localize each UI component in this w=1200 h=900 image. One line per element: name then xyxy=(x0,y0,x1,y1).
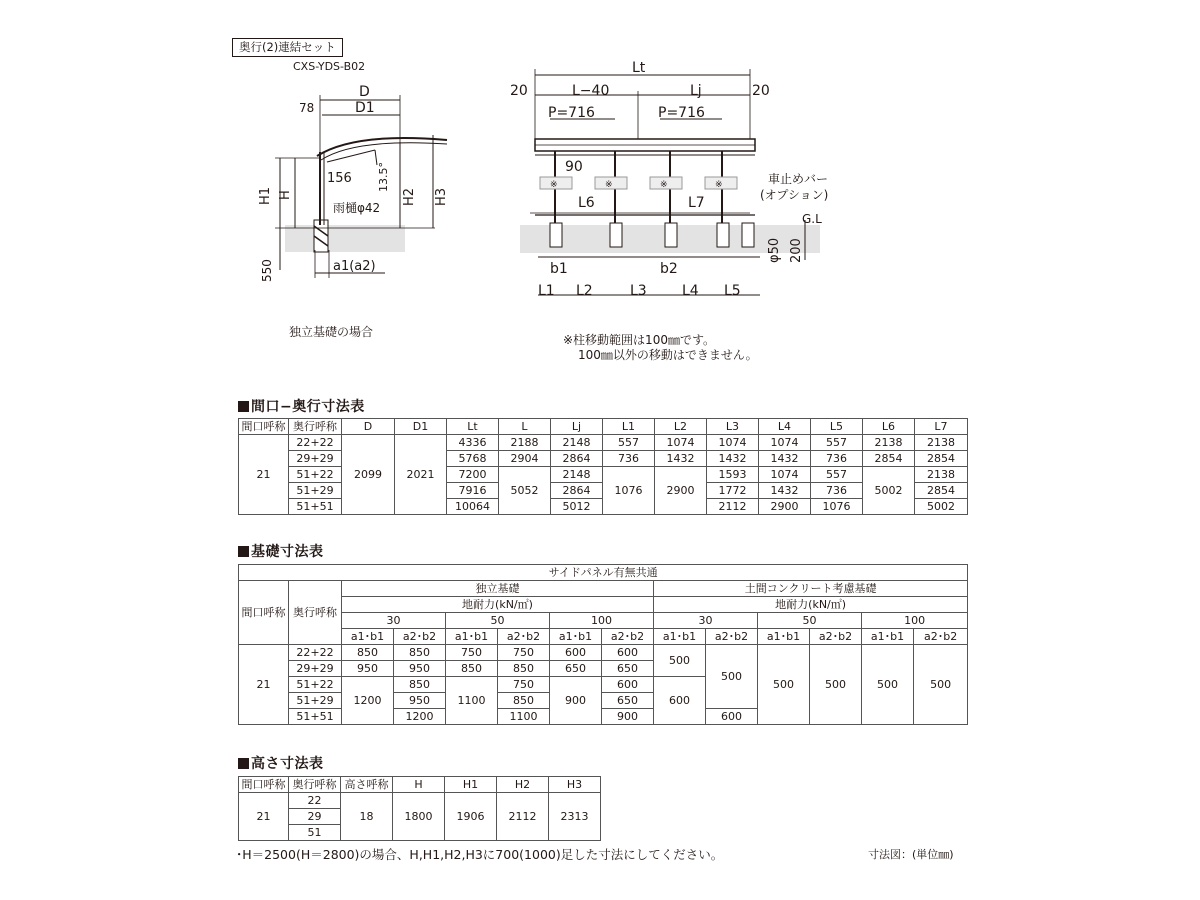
table-cell: 2864 xyxy=(551,483,603,499)
table-cell: 29+29 xyxy=(289,451,342,467)
table-cell: 奥行呼称 xyxy=(289,581,342,645)
dim-Lj: Lj xyxy=(690,83,702,99)
table-cell: 2099 xyxy=(342,435,395,515)
table-row xyxy=(239,565,968,581)
table-cell: 51+22 xyxy=(289,467,342,483)
dim-P1: P=716 xyxy=(548,105,595,121)
table-cell: 557 xyxy=(811,467,863,483)
table-cell: 850 xyxy=(394,677,446,693)
table-cell: 850 xyxy=(394,645,446,661)
table-cell: 950 xyxy=(342,661,394,677)
table-cell: 2112 xyxy=(497,793,549,841)
table-cell: 1593 xyxy=(707,467,759,483)
table-cell: 500 xyxy=(706,645,758,709)
note-1: ※柱移動範囲は100㎜です。 xyxy=(563,333,715,347)
table-cell: 18 xyxy=(341,793,393,841)
table-cell: 29 xyxy=(289,809,341,825)
dim-156: 156 xyxy=(327,171,352,186)
table-cell: 1432 xyxy=(759,483,811,499)
table-cell: 5002 xyxy=(863,467,915,515)
table-cell: 2313 xyxy=(549,793,601,841)
arrow-mark-4: ※ xyxy=(715,180,723,190)
table-row xyxy=(239,613,968,629)
dim-b1: b1 xyxy=(550,261,568,277)
table2-title: 基礎寸法表 xyxy=(238,541,324,561)
table-cell: a1･b1 xyxy=(446,629,498,645)
table3-title: 高さ寸法表 xyxy=(238,753,324,773)
table-cell: 21 xyxy=(239,645,289,725)
table-cell: 51+22 xyxy=(289,677,342,693)
table-cell: 50 xyxy=(758,613,862,629)
table-cell: 2021 xyxy=(395,435,447,515)
table-cell: 850 xyxy=(342,645,394,661)
table-cell: 500 xyxy=(654,645,706,677)
table-cell: 10064 xyxy=(447,499,499,515)
table-row xyxy=(239,435,968,451)
table-cell: 500 xyxy=(758,645,810,725)
model-number: CXS-YDS-B02 xyxy=(293,60,366,73)
table-cell: H xyxy=(393,777,445,793)
table-row xyxy=(239,581,968,597)
table-cell: 5012 xyxy=(551,499,603,515)
table-cell: 22+22 xyxy=(289,645,342,661)
table-cell: 1200 xyxy=(394,709,446,725)
table-row xyxy=(239,419,968,435)
table-cell: L2 xyxy=(655,419,707,435)
table-cell: D1 xyxy=(395,419,447,435)
table-cell: 2138 xyxy=(863,435,915,451)
table-cell: a2･b2 xyxy=(810,629,862,645)
arrow-mark-3: ※ xyxy=(660,180,668,190)
table-cell: a1･b1 xyxy=(550,629,602,645)
dim-L3: L3 xyxy=(630,283,647,299)
table-cell: 7200 xyxy=(447,467,499,483)
table-cell: 5002 xyxy=(915,499,968,515)
footer-note: ･H＝2500(H＝2800)の場合、H,H1,H2,H3に700(1000)足した寸法にしてください。 xyxy=(236,847,724,862)
table-cell: 600 xyxy=(550,645,602,661)
table-cell: 21 xyxy=(239,435,289,515)
table-cell: a1･b1 xyxy=(654,629,706,645)
dim-20b: 20 xyxy=(752,83,770,99)
table-cell: 750 xyxy=(446,645,498,661)
table-cell: L5 xyxy=(811,419,863,435)
table-cell: 500 xyxy=(810,645,862,725)
table-cell: 7916 xyxy=(447,483,499,499)
table-cell: 100 xyxy=(550,613,654,629)
dim-L5: L5 xyxy=(724,283,741,299)
side-view-drawing xyxy=(255,70,455,290)
table-cell: 950 xyxy=(394,693,446,709)
dim-D: D xyxy=(359,84,370,100)
table-cell: 51 xyxy=(289,825,341,841)
table-cell: 土間コンクリート考慮基礎 xyxy=(654,581,968,597)
table-cell: 600 xyxy=(602,645,654,661)
table-cell: 21 xyxy=(239,793,289,841)
table-cell: a2･b2 xyxy=(706,629,758,645)
table-cell: L3 xyxy=(707,419,759,435)
table-row xyxy=(239,629,968,645)
table-cell: 2854 xyxy=(863,451,915,467)
dim-L7: L7 xyxy=(688,195,705,211)
table-cell: L4 xyxy=(759,419,811,435)
dim-Lt: Lt xyxy=(632,60,646,76)
arrow-mark-2: ※ xyxy=(605,180,613,190)
table-cell: 高さ呼称 xyxy=(341,777,393,793)
table-cell: 1200 xyxy=(342,677,394,725)
set-name-label: 奥行(2)連結セット xyxy=(232,38,343,57)
table-cell: 30 xyxy=(342,613,446,629)
table-cell: a2･b2 xyxy=(914,629,968,645)
table-cell: 2138 xyxy=(915,435,968,451)
gutter-label: 雨樋φ42 xyxy=(333,201,381,215)
table-cell: 2148 xyxy=(551,467,603,483)
table-cell: 1074 xyxy=(759,435,811,451)
table-cell: 500 xyxy=(862,645,914,725)
unit-note: 寸法図：(単位㎜) xyxy=(868,848,954,861)
table-cell: 奥行呼称 xyxy=(289,419,342,435)
table-cell: 750 xyxy=(498,677,550,693)
table-cell: 2112 xyxy=(707,499,759,515)
table-cell: 2148 xyxy=(551,435,603,451)
dim-angle: 13.5° xyxy=(377,162,390,192)
stopper-label: 車止めバー xyxy=(768,172,829,186)
height-table xyxy=(238,776,601,841)
dim-a1: a1(a2) xyxy=(333,259,376,274)
table-cell: 2904 xyxy=(499,451,551,467)
table-cell: a2･b2 xyxy=(498,629,550,645)
table-cell: 51+29 xyxy=(289,483,342,499)
gl-label: G.L xyxy=(802,212,822,226)
table-cell: 600 xyxy=(706,709,758,725)
table-cell: 22+22 xyxy=(289,435,342,451)
dim-H: H xyxy=(278,190,293,200)
stopper-option: (オプション) xyxy=(760,188,829,202)
table-cell: 1432 xyxy=(707,451,759,467)
table-cell: 4336 xyxy=(447,435,499,451)
table-cell: 1074 xyxy=(707,435,759,451)
table-cell: 1076 xyxy=(811,499,863,515)
dim-H3: H3 xyxy=(434,187,449,206)
table-cell: 557 xyxy=(603,435,655,451)
table-cell: 奥行呼称 xyxy=(289,777,341,793)
table-cell: 736 xyxy=(811,483,863,499)
table-cell: 736 xyxy=(603,451,655,467)
table-cell: 1432 xyxy=(655,451,707,467)
table-row xyxy=(239,597,968,613)
table-cell: a2･b2 xyxy=(602,629,654,645)
table-cell: L7 xyxy=(915,419,968,435)
table-cell: 557 xyxy=(811,435,863,451)
note-2: 100㎜以外の移動はできません。 xyxy=(578,348,758,362)
table-cell: 900 xyxy=(602,709,654,725)
table-cell: a1･b1 xyxy=(862,629,914,645)
table-cell: 29+29 xyxy=(289,661,342,677)
table-cell: 100 xyxy=(862,613,968,629)
table-cell: a1･b1 xyxy=(758,629,810,645)
dim-550: 550 xyxy=(260,259,274,282)
dimension-table xyxy=(238,418,968,515)
dim-D1: D1 xyxy=(355,100,375,116)
dim-b2: b2 xyxy=(660,261,678,277)
arrow-mark-1: ※ xyxy=(550,180,558,190)
table-cell: 600 xyxy=(602,677,654,693)
table-cell: 地耐力(kN/㎡) xyxy=(654,597,968,613)
table-cell: 5768 xyxy=(447,451,499,467)
table-cell: 1772 xyxy=(707,483,759,499)
table-cell: 2188 xyxy=(499,435,551,451)
table-cell: 2854 xyxy=(915,483,968,499)
dim-phi50: φ50 xyxy=(767,237,782,263)
dim-L4: L4 xyxy=(682,283,699,299)
table-cell: 1100 xyxy=(446,677,498,725)
table-cell: H3 xyxy=(549,777,601,793)
table-row xyxy=(239,793,601,809)
table-cell: 850 xyxy=(446,661,498,677)
table-cell: 2864 xyxy=(551,451,603,467)
table-cell: 650 xyxy=(602,661,654,677)
dim-P2: P=716 xyxy=(658,105,705,121)
table-cell: a2･b2 xyxy=(394,629,446,645)
table-cell: 51+51 xyxy=(289,499,342,515)
table-cell: a1･b1 xyxy=(342,629,394,645)
dim-L6: L6 xyxy=(578,195,595,211)
table-cell: 50 xyxy=(446,613,550,629)
table-cell: 2900 xyxy=(759,499,811,515)
table-cell: L1 xyxy=(603,419,655,435)
table-cell: 間口呼称 xyxy=(239,581,289,645)
table-cell: Lt xyxy=(447,419,499,435)
table-cell: Lj xyxy=(551,419,603,435)
side-view-caption: 独立基礎の場合 xyxy=(289,325,374,339)
table-cell: 地耐力(kN/㎡) xyxy=(342,597,654,613)
foundation-table xyxy=(238,564,968,725)
table-cell: 750 xyxy=(498,645,550,661)
table-cell: 22 xyxy=(289,793,341,809)
dim-L40: L−40 xyxy=(572,83,610,99)
table-cell: 650 xyxy=(550,661,602,677)
table-cell: L6 xyxy=(863,419,915,435)
dim-H1: H1 xyxy=(258,186,273,205)
table-cell: L xyxy=(499,419,551,435)
table-cell: 1906 xyxy=(445,793,497,841)
table-row xyxy=(239,645,968,661)
dim-78: 78 xyxy=(299,101,315,115)
table-cell: 1100 xyxy=(498,709,550,725)
front-view-drawing xyxy=(510,55,840,315)
dim-90: 90 xyxy=(565,159,583,175)
table-cell: 736 xyxy=(811,451,863,467)
table-cell: 2900 xyxy=(655,467,707,515)
table-cell: 間口呼称 xyxy=(239,419,289,435)
table-cell: 1074 xyxy=(759,467,811,483)
table-cell: 950 xyxy=(394,661,446,677)
table-cell: H1 xyxy=(445,777,497,793)
table-cell: D xyxy=(342,419,395,435)
table-cell: 850 xyxy=(498,693,550,709)
table-cell: 51+51 xyxy=(289,709,342,725)
table-cell: H2 xyxy=(497,777,549,793)
table-cell: 900 xyxy=(550,677,602,725)
table-cell: 650 xyxy=(602,693,654,709)
table-cell: 850 xyxy=(498,661,550,677)
dim-L1: L1 xyxy=(538,283,555,299)
table-cell: 500 xyxy=(914,645,968,725)
table-cell: 5052 xyxy=(499,467,551,515)
table-cell: 2138 xyxy=(915,467,968,483)
table1-title: 間口−奥行寸法表 xyxy=(238,396,365,416)
table-cell: 600 xyxy=(654,677,706,725)
dim-L2: L2 xyxy=(576,283,593,299)
table-cell: 1800 xyxy=(393,793,445,841)
dim-200: 200 xyxy=(789,238,804,263)
table-row xyxy=(239,777,601,793)
table-cell: 間口呼称 xyxy=(239,777,289,793)
table-cell: 2854 xyxy=(915,451,968,467)
dim-20a: 20 xyxy=(510,83,528,99)
table-cell: 1076 xyxy=(603,467,655,515)
table-cell: サイドパネル有無共通 xyxy=(239,565,968,581)
dim-H2: H2 xyxy=(402,187,417,206)
table-cell: 1074 xyxy=(655,435,707,451)
table-cell: 1432 xyxy=(759,451,811,467)
table-cell: 30 xyxy=(654,613,758,629)
table-cell: 独立基礎 xyxy=(342,581,654,597)
table-cell: 51+29 xyxy=(289,693,342,709)
